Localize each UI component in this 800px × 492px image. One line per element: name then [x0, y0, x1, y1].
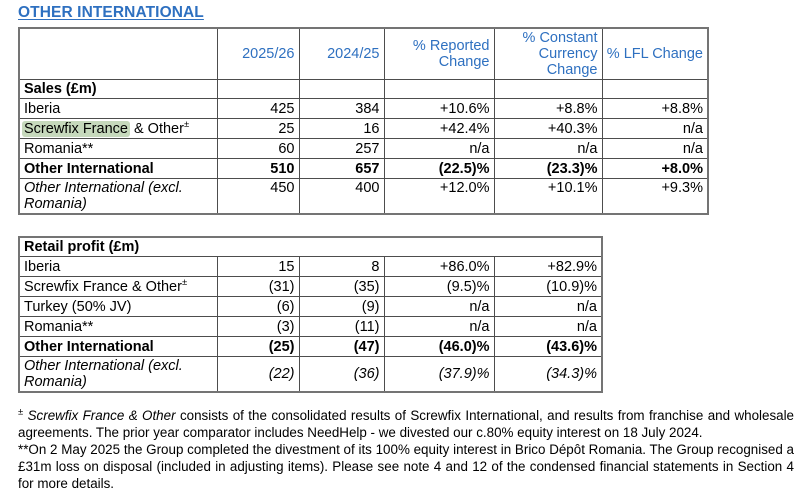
value-2025-26: (22) — [217, 357, 299, 393]
table-row-sales-screwfix-france — [19, 119, 708, 139]
value-2025-26: 15 — [217, 257, 299, 277]
empty-cell — [217, 80, 299, 99]
value-reported-change: n/a — [384, 297, 494, 317]
value-lfl-change: +9.3% — [602, 179, 708, 215]
value-2024-25: 16 — [299, 119, 384, 139]
value-reported-change: (46.0)% — [384, 337, 494, 357]
footnote-marker: ± — [183, 118, 190, 130]
value-reported-change: +42.4% — [384, 119, 494, 139]
retail-section-label: Retail profit (£m) — [19, 237, 602, 257]
value-reported-change: n/a — [384, 139, 494, 159]
value-constant-currency-change: (34.3)% — [494, 357, 602, 393]
footnote-screwfix-france — [18, 407, 794, 441]
row-label — [19, 277, 217, 297]
value-constant-currency-change: +40.3% — [494, 119, 602, 139]
value-2024-25: 257 — [299, 139, 384, 159]
value-constant-currency-change: +8.8% — [494, 99, 602, 119]
sales-table — [18, 27, 709, 215]
sales-header-empty — [19, 28, 217, 80]
table-row-sales-romania — [19, 139, 708, 159]
value-reported-change: +10.6% — [384, 99, 494, 119]
row-label: Other International (excl. Romania) — [19, 357, 217, 393]
value-reported-change: +86.0% — [384, 257, 494, 277]
row-label: Other International — [19, 337, 217, 357]
value-2024-25: (9) — [299, 297, 384, 317]
table-row-retail-turkey — [19, 297, 602, 317]
value-2024-25: 8 — [299, 257, 384, 277]
value-2025-26: (3) — [217, 317, 299, 337]
value-2024-25: (35) — [299, 277, 384, 297]
table-row-retail-screwfix-france — [19, 277, 602, 297]
retail-profit-table — [18, 236, 603, 393]
value-reported-change: (9.5)% — [384, 277, 494, 297]
table-row-retail-romania — [19, 317, 602, 337]
row-label: Other International — [19, 159, 217, 179]
sales-header-lfl-change: % LFL Change — [602, 28, 708, 80]
value-2024-25: 657 — [299, 159, 384, 179]
row-label: Iberia — [19, 257, 217, 277]
footnote-italic-text: Screwfix France & Other — [23, 408, 176, 423]
value-2024-25: (36) — [299, 357, 384, 393]
row-label-text: Screwfix France & Other — [24, 278, 182, 295]
sales-header-year2: 2024/25 — [299, 28, 384, 80]
value-constant-currency-change: (10.9)% — [494, 277, 602, 297]
value-2025-26: 60 — [217, 139, 299, 159]
value-2025-26: 25 — [217, 119, 299, 139]
value-2024-25: (47) — [299, 337, 384, 357]
value-2024-25: (11) — [299, 317, 384, 337]
value-2024-25: 400 — [299, 179, 384, 215]
footnote-marker: ± — [181, 276, 188, 288]
empty-cell — [494, 80, 602, 99]
row-label: Romania** — [19, 317, 217, 337]
value-constant-currency-change: n/a — [494, 139, 602, 159]
footnotes-section — [18, 407, 794, 492]
page-title: OTHER INTERNATIONAL — [18, 4, 204, 21]
empty-cell — [384, 80, 494, 99]
footnote-text: **On 2 May 2025 the Group completed the divestment of its 100% equity interest in Brico Dépôt Romania. The Group recognised a £31m loss on disposal (included in adjusting items). Please see note 4 and 12 of the condensed financial statements in Section 4 for more details. — [18, 442, 794, 491]
footnote-text: consists of the consolidated results of Screwfix International, and results from franchise and wholesale agreements. The prior year comparator includes NeedHelp - we divested our c.80% equity interest on 18 July 2024. — [18, 408, 795, 440]
value-reported-change: (22.5)% — [384, 159, 494, 179]
value-reported-change: (37.9)% — [384, 357, 494, 393]
value-2025-26: (6) — [217, 297, 299, 317]
empty-cell — [299, 80, 384, 99]
table-row-retail-other-international-excl-romania — [19, 357, 602, 393]
value-constant-currency-change: n/a — [494, 317, 602, 337]
value-reported-change: n/a — [384, 317, 494, 337]
value-2025-26: 510 — [217, 159, 299, 179]
table-row-sales-other-international — [19, 159, 708, 179]
empty-cell — [602, 80, 708, 99]
value-lfl-change: n/a — [602, 139, 708, 159]
footnote-romania-divestment — [18, 441, 794, 492]
value-lfl-change: n/a — [602, 119, 708, 139]
row-label: Other International (excl. Romania) — [19, 179, 217, 215]
table-row-sales-iberia — [19, 99, 708, 119]
footnote-marker: ± — [18, 406, 24, 418]
row-label — [19, 119, 217, 139]
value-constant-currency-change: (23.3)% — [494, 159, 602, 179]
table-row-retail-iberia — [19, 257, 602, 277]
value-2025-26: 425 — [217, 99, 299, 119]
value-constant-currency-change: (43.6)% — [494, 337, 602, 357]
row-label: Romania** — [19, 139, 217, 159]
sales-header-constant-currency-change: % Constant Currency Change — [494, 28, 602, 80]
highlighted-text: Screwfix France — [24, 120, 128, 137]
value-2024-25: 384 — [299, 99, 384, 119]
table-row-sales-other-international-excl-romania — [19, 179, 708, 215]
value-2025-26: (31) — [217, 277, 299, 297]
value-2025-26: (25) — [217, 337, 299, 357]
row-label: Iberia — [19, 99, 217, 119]
sales-header-reported-change: % Reported Change — [384, 28, 494, 80]
value-constant-currency-change: +10.1% — [494, 179, 602, 215]
value-lfl-change: +8.0% — [602, 159, 708, 179]
sales-section-row — [19, 80, 708, 99]
value-2025-26: 450 — [217, 179, 299, 215]
sales-header-year1: 2025/26 — [217, 28, 299, 80]
sales-header-row — [19, 28, 708, 80]
retail-section-row — [19, 237, 602, 257]
row-label-rest: & Other — [129, 120, 184, 137]
sales-section-label: Sales (£m) — [19, 80, 217, 99]
table-gap — [18, 215, 792, 236]
value-lfl-change: +8.8% — [602, 99, 708, 119]
table-row-retail-other-international — [19, 337, 602, 357]
value-constant-currency-change: n/a — [494, 297, 602, 317]
row-label: Turkey (50% JV) — [19, 297, 217, 317]
value-reported-change: +12.0% — [384, 179, 494, 215]
value-constant-currency-change: +82.9% — [494, 257, 602, 277]
